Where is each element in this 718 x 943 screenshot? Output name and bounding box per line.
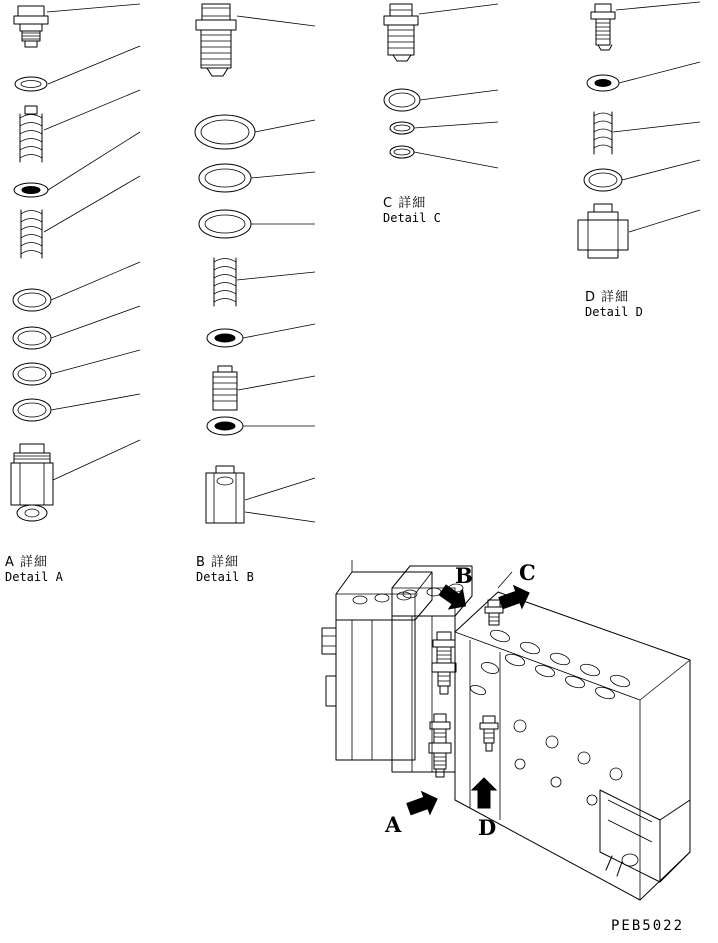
drawing-part-number: PEB5022: [611, 918, 685, 934]
part-o-ring-1-a: [13, 289, 51, 311]
part-valve-body-a: [11, 444, 53, 521]
column-a-parts: [11, 4, 140, 521]
part-o-ring-large-b: [195, 115, 255, 149]
part-plug-hex-head-c: [384, 4, 418, 61]
part-o-ring-small-a: [15, 77, 47, 91]
part-poppet-valve-b: [206, 466, 244, 523]
leader-lines-d: [613, 2, 700, 232]
part-o-ring-3-a: [13, 363, 51, 385]
detail-c-label-jp: C 詳細: [383, 196, 427, 211]
detail-c-label-en: Detail C: [383, 211, 441, 225]
detail-a-label-jp: A 詳細: [5, 555, 49, 570]
assembly-valve-b: [432, 632, 456, 694]
leader-lines-a: [44, 4, 140, 480]
part-o-ring-c: [384, 89, 420, 111]
callout-b: B: [455, 563, 473, 588]
assembly-valve-c: [485, 600, 503, 625]
arrow-c: [497, 582, 533, 615]
detail-b-label-jp: B 詳細: [196, 555, 240, 570]
part-seal-washer-a: [14, 183, 48, 197]
detail-d-label-en: Detail D: [585, 305, 643, 319]
part-seal-washer-b: [207, 329, 243, 347]
detail-b-label-en: Detail B: [196, 570, 254, 584]
part-plug-hex-head-b: [196, 4, 236, 76]
part-o-ring-medium-b: [199, 164, 251, 192]
part-spring-a: [20, 106, 42, 162]
part-back-up-ring-c: [390, 122, 414, 134]
column-c-parts: [384, 4, 498, 168]
part-spring-2-b: [213, 366, 237, 410]
leader-lines-b: [237, 16, 315, 522]
callout-c: C: [519, 560, 536, 585]
callout-a: A: [385, 812, 402, 837]
arrow-a: [405, 788, 441, 821]
leader-lines-c: [414, 4, 498, 168]
part-valve-seat-d: [578, 204, 628, 258]
part-spring-b: [214, 258, 236, 306]
part-o-ring-4-a: [13, 399, 51, 421]
part-back-up-ring-2-c: [390, 146, 414, 158]
part-plug-cap-a: [14, 6, 48, 47]
assembly-valve-d: [480, 716, 498, 751]
column-d-parts: [578, 2, 700, 258]
detail-a-label-en: Detail A: [5, 570, 63, 584]
column-b-parts: [195, 4, 315, 523]
detail-d-label-jp: D 詳細: [585, 290, 630, 305]
part-spring-d: [594, 112, 612, 154]
part-o-ring-medium-2-b: [199, 210, 251, 238]
part-seal-washer-d: [587, 75, 619, 91]
callout-d: D: [478, 815, 497, 840]
part-o-ring-d: [584, 169, 622, 191]
part-o-ring-2-a: [13, 327, 51, 349]
part-seal-washer-2-b: [207, 417, 243, 435]
part-spring-2-a: [21, 210, 42, 258]
control-valve-assembly: [322, 560, 690, 900]
part-plug-screw-d: [591, 4, 615, 50]
arrow-d: [472, 778, 496, 808]
